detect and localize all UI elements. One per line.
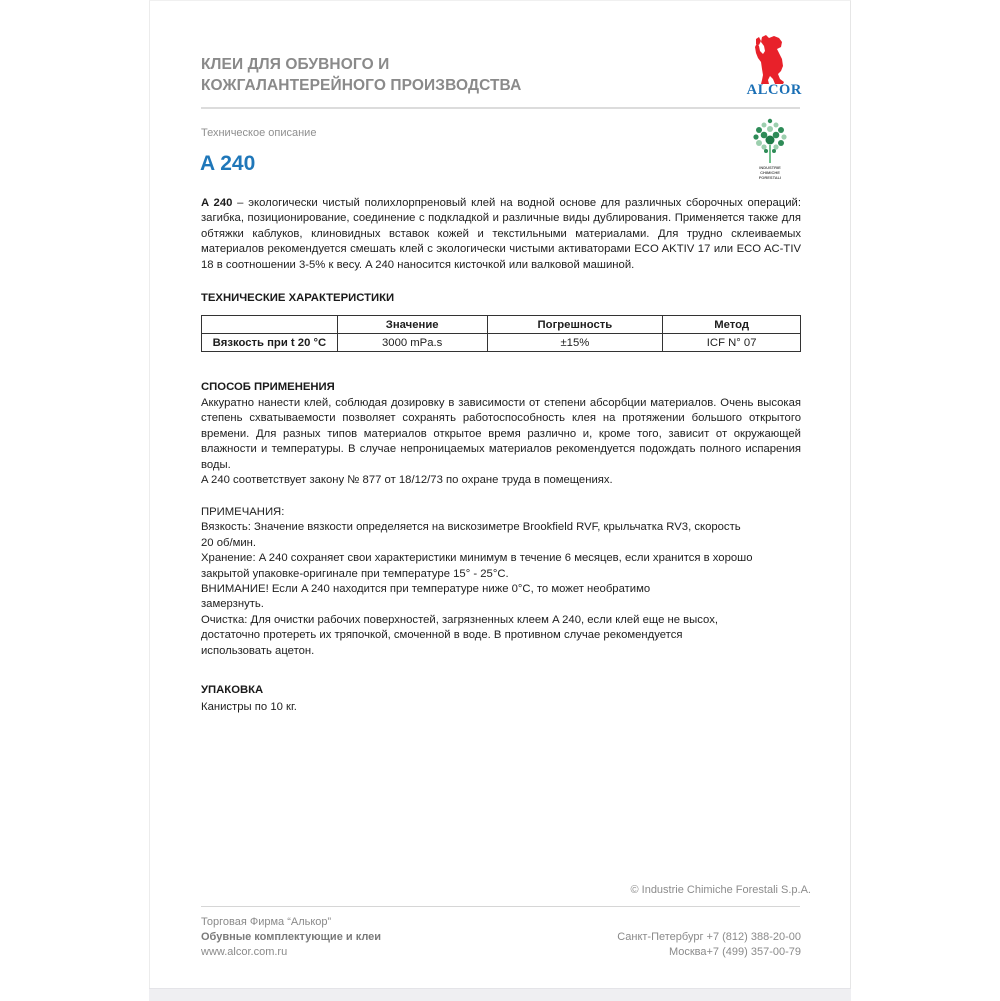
footer-website-link[interactable]: www.alcor.com.ru xyxy=(201,946,288,958)
usage-paragraph: Аккуратно нанести клей, соблюдая дозировку в зависимости от степени абсорбции материалов. Очень высокая степень схватываемости позволяет сохранять работоспособность клея на протяжении большого открытого времени. Для разных типов материалов открытое время различно и, кроме того, зависит от окружающей влажности и температуры. В случае непроницаемых материалов рекомендуется подождать полного испарения воды. xyxy=(201,397,801,471)
note-cleaning-line1: Очистка: Для очистки рабочих поверхностей, загрязненных клеем A 240, если клей еще не высох, xyxy=(201,613,718,626)
tree-icon xyxy=(750,118,790,164)
footer-contacts xyxy=(617,930,801,960)
document-header-title xyxy=(201,54,521,96)
alcor-logo-text: ALCOR xyxy=(746,82,802,98)
bear-icon xyxy=(752,33,786,85)
intro-paragraph xyxy=(201,196,801,273)
intro-text: – экологически чистый полихлорпреновый клей на водной основе для различных сборочных операций: загибка, позиционирование, соединение с подкладкой и различные виды дублирования. Применяется также для обтяжки каблуков, клиновидных вставок кожей и текстильными материалами. Для трудно склеиваемых материалов рекомендуется смешать клей с экологически чистыми активаторами ECO AKTIV 17 или ECO AC-TIV 18 в соотношении 3-5% к весу. A 240 наносится кисточкой или валковой машиной. xyxy=(201,197,802,271)
note-viscosity-line2: 20 об/мин. xyxy=(201,536,257,549)
cell-value: 3000 mPa.s xyxy=(337,334,487,352)
copyright-text: © Industrie Chimiche Forestali S.p.A. xyxy=(630,884,811,896)
note-warning-line2: замерзнуть. xyxy=(201,598,264,611)
header-title-line1: КЛЕИ ДЛЯ ОБУВНОГО И xyxy=(201,56,390,73)
column-header-tolerance: Погрешность xyxy=(487,316,663,334)
note-cleaning-line3: использовать ацетон. xyxy=(201,644,315,657)
note-warning-line1: ВНИМАНИЕ! Если A 240 находится при температуре ниже 0°C, то может необратимо xyxy=(201,583,651,596)
law-note: A 240 соответствует закону № 877 от 18/12/73 по охране труда в помещениях. xyxy=(201,474,613,487)
tech-specs-heading: ТЕХНИЧЕСКИЕ ХАРАКТЕРИСТИКИ xyxy=(201,292,395,304)
cell-parameter: Вязкость при t 20 °C xyxy=(202,334,338,352)
intro-product-name: A 240 xyxy=(201,197,233,209)
footer-company-info xyxy=(201,915,381,960)
note-viscosity-line1: Вязкость: Значение вязкости определяется на вискозиметре Brookfield RVF, крыльчатка RV3, скорость xyxy=(201,521,741,534)
icf-logo-text: INDUSTRIE CHIMICHE FORESTALI xyxy=(758,165,782,180)
document-page xyxy=(149,0,851,989)
usage-section xyxy=(201,396,801,488)
document-type-label: Техническое описание xyxy=(201,127,317,139)
cell-method: ICF N° 07 xyxy=(663,334,801,352)
column-header-value: Значение xyxy=(337,316,487,334)
product-title: A 240 xyxy=(200,152,256,175)
cell-tolerance: ±15% xyxy=(487,334,663,352)
table-header-row xyxy=(202,316,801,334)
column-header-parameter xyxy=(202,316,338,334)
note-cleaning-line2: достаточно протереть их тряпочкой, смоченной в воде. В противном случае рекомендуется xyxy=(201,629,683,642)
footer-divider xyxy=(201,906,800,907)
header-divider xyxy=(201,107,800,109)
table-row xyxy=(202,334,801,352)
header-title-line2: КОЖГАЛАНТЕРЕЙНОГО ПРОИЗВОДСТВА xyxy=(201,77,522,94)
usage-heading: СПОСОБ ПРИМЕНЕНИЯ xyxy=(201,381,335,393)
footer-tagline: Обувные комплектующие и клеи xyxy=(201,931,382,943)
tech-specs-table xyxy=(201,315,801,352)
footer-phone-msk: Москва+7 (499) 357-00-79 xyxy=(668,946,801,958)
notes-section xyxy=(201,505,801,659)
packaging-text: Канистры по 10 кг. xyxy=(201,701,297,713)
icf-logo xyxy=(750,118,790,188)
footer-company-name: Торговая Фирма “Алькор” xyxy=(201,916,332,928)
note-storage-line2: закрытой упаковке-оригинале при температуре 15° - 25°C. xyxy=(201,567,509,580)
notes-heading: ПРИМЕЧАНИЯ: xyxy=(201,506,285,518)
page-bottom-edge xyxy=(149,988,851,1001)
alcor-logo xyxy=(730,33,805,101)
note-storage-line1: Хранение: A 240 сохраняет свои характеристики минимум в течение 6 месяцев, если хранится в хорошо xyxy=(201,552,753,565)
column-header-method: Метод xyxy=(663,316,801,334)
footer-phone-spb: Санкт-Петербург +7 (812) 388-20-00 xyxy=(617,931,801,943)
packaging-heading: УПАКОВКА xyxy=(201,684,264,696)
